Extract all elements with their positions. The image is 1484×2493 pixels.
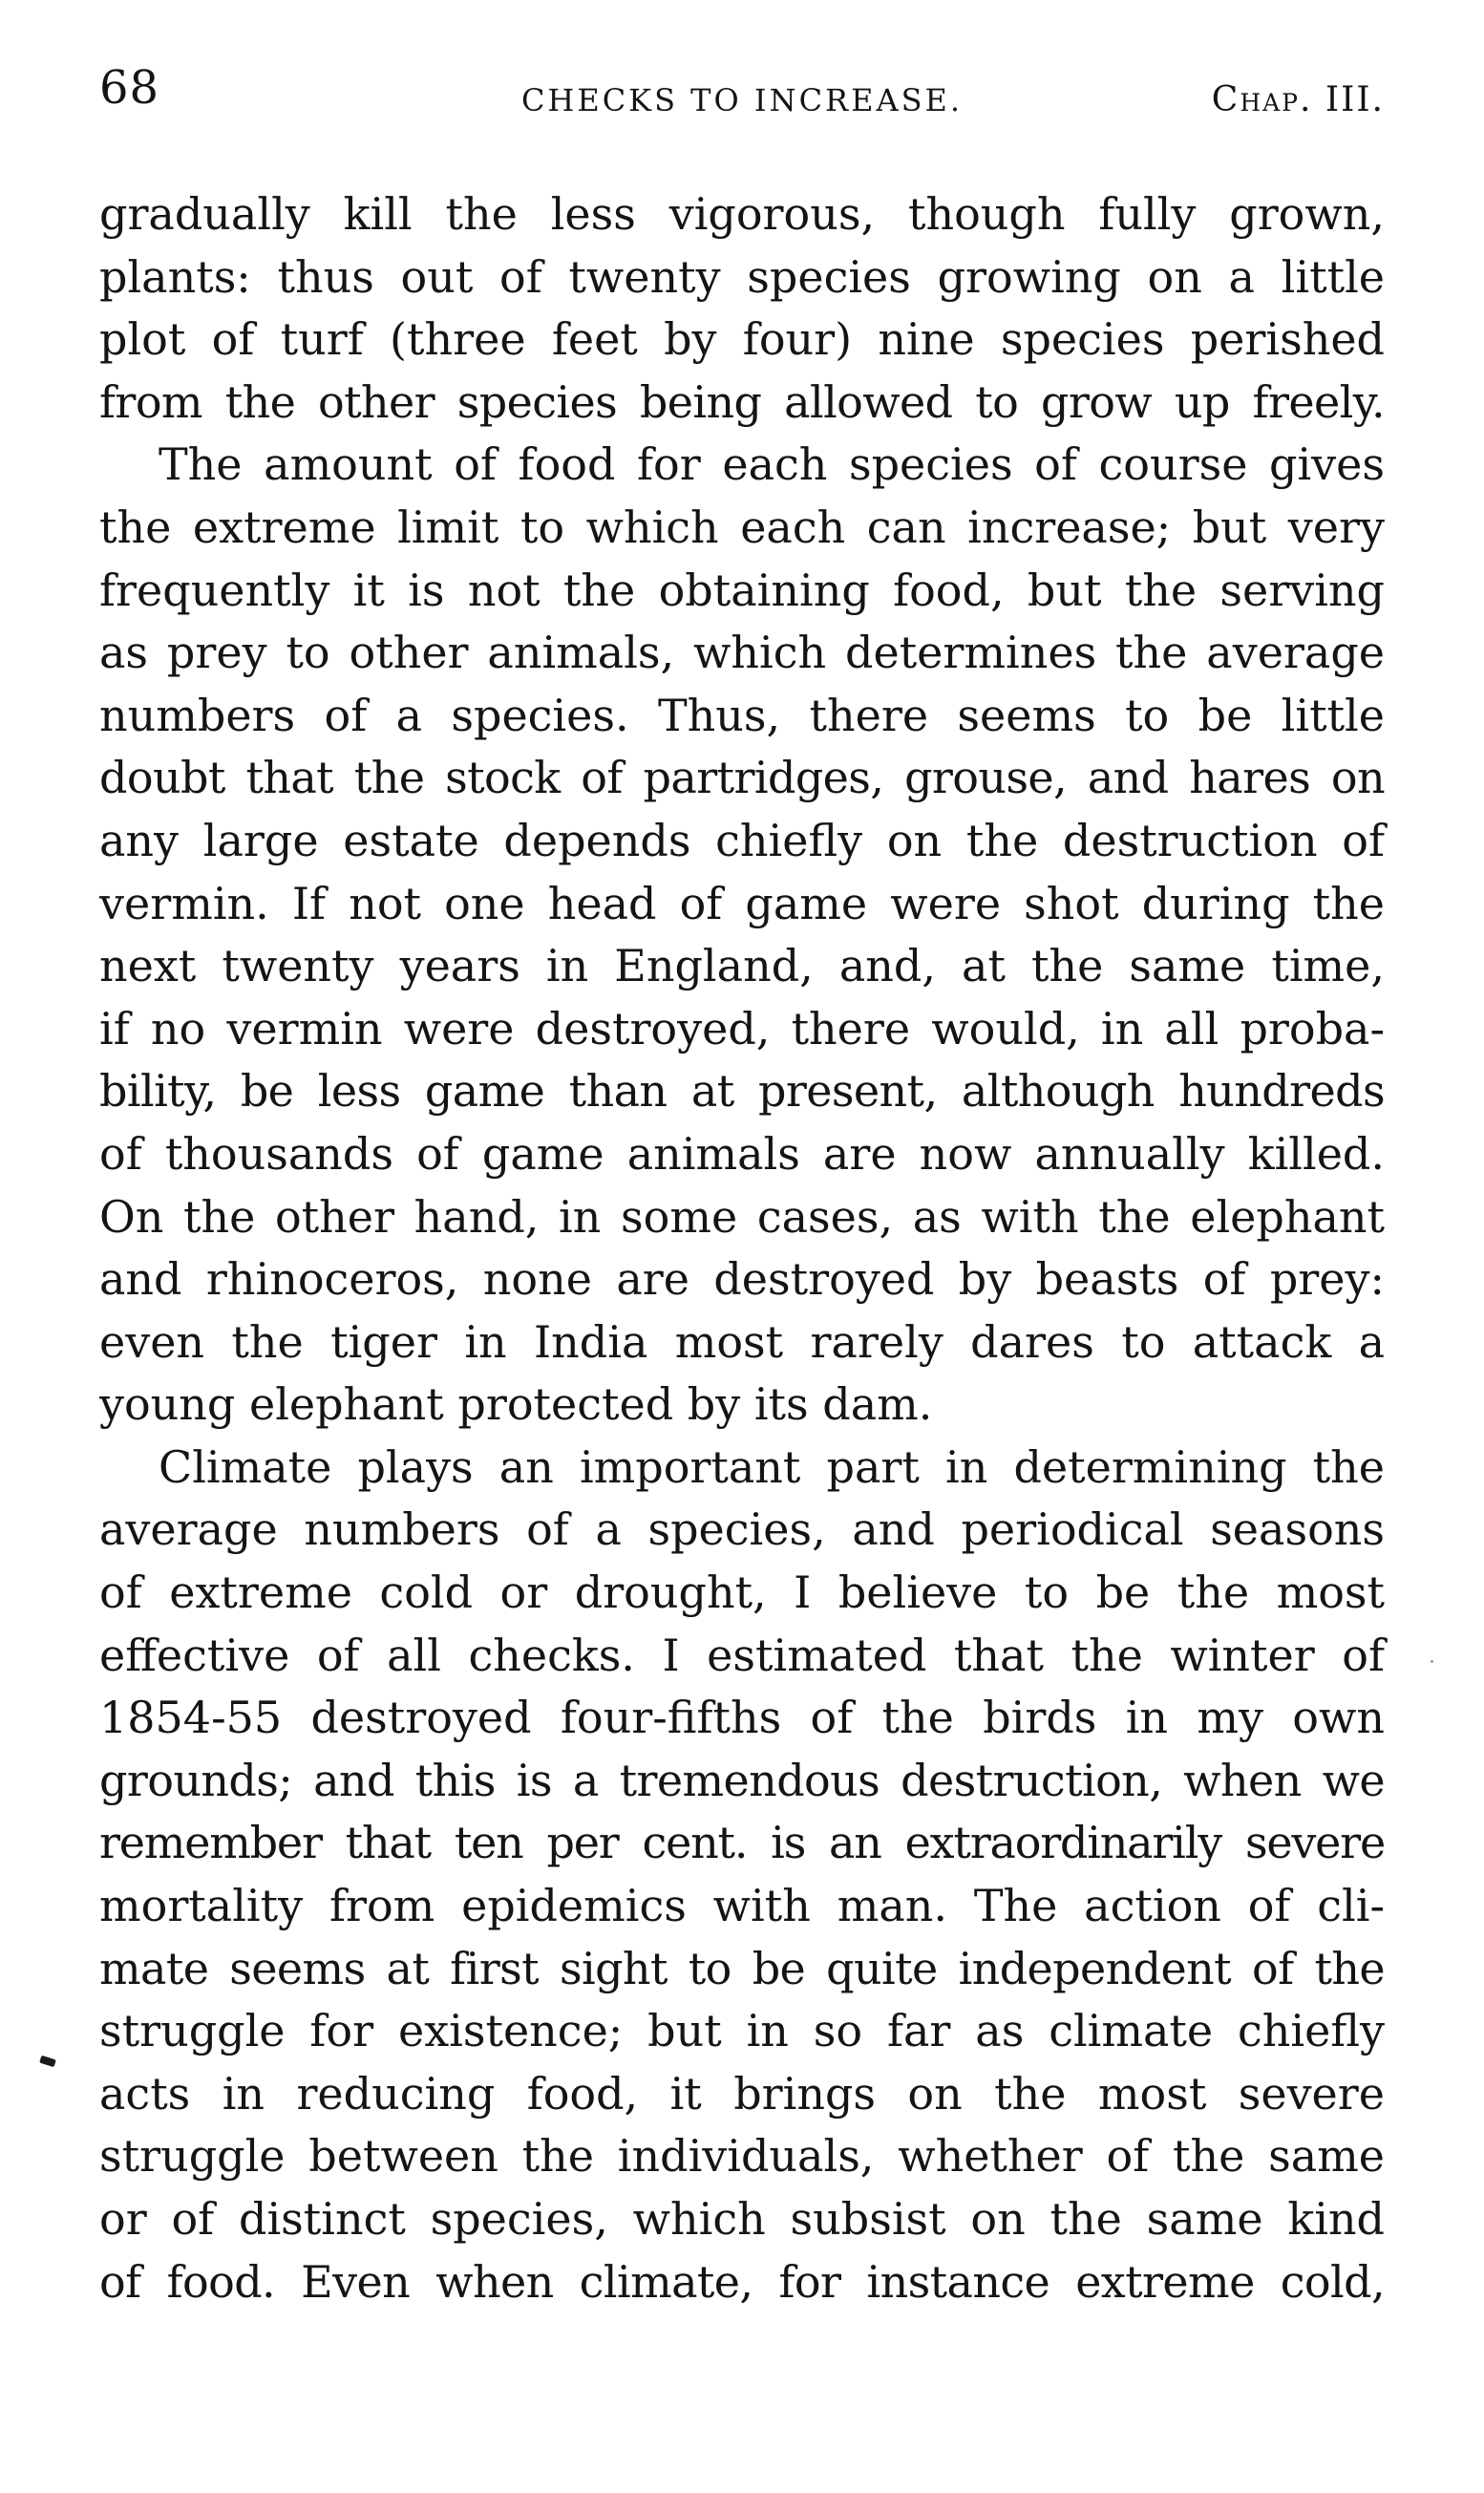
text-line: as prey to other animals, which determines the average (99, 627, 1385, 679)
page-number: 68 (99, 61, 160, 115)
paragraph-end-line: young elephant protected by its dam. (99, 1378, 933, 1431)
text-line: of extreme cold or drought, I believe to be the most (99, 1566, 1385, 1619)
running-header (99, 61, 1385, 128)
text-line: plot of turf (three feet by four) nine species perished (99, 313, 1385, 366)
paper-speck (1431, 1660, 1433, 1663)
text-line: gradually kill the less vigorous, though fully grown, (99, 188, 1385, 240)
text-line: any large estate depends chiefly on the destruction of (99, 814, 1385, 866)
text-line: On the other hand, in some cases, as with the elephant (99, 1190, 1385, 1243)
text-line: or of distinct species, which subsist on the same kind (99, 2193, 1385, 2245)
text-line: struggle between the individuals, whether of the same (99, 2130, 1385, 2183)
body-text (99, 183, 1385, 2313)
text-line: 1854-55 destroyed four-fifths of the birds in my own (99, 1692, 1385, 1744)
text-line: average numbers of a species, and periodical seasons (99, 1503, 1385, 1556)
text-line: of thousands of game animals are now annually killed. (99, 1127, 1385, 1180)
paragraph-start-line: The amount of food for each species of course gives (159, 438, 1385, 491)
text-line: grounds; and this is a tremendous destruction, when we (99, 1754, 1385, 1806)
margin-ink-mark (39, 2056, 56, 2068)
text-line: if no vermin were destroyed, there would, in all proba- (99, 1002, 1385, 1055)
text-line: effective of all checks. I estimated that the winter of (99, 1629, 1385, 1681)
text-line: mortality from epidemics with man. The action of cli- (99, 1880, 1385, 1932)
text-line: and rhinoceros, none are destroyed by beasts of prey: (99, 1253, 1385, 1306)
text-line: struggle for existence; but in so far as climate chiefly (99, 2005, 1385, 2057)
text-line: even the tiger in India most rarely dares to attack a (99, 1315, 1385, 1368)
text-line: frequently it is not the obtaining food, but the serving (99, 564, 1385, 616)
paragraph-start-line: Climate plays an important part in determining the (159, 1440, 1385, 1493)
text-line: doubt that the stock of partridges, grouse, and hares on (99, 752, 1385, 804)
text-line: of food. Even when climate, for instance extreme cold, (99, 2255, 1385, 2308)
text-line: bility, be less game than at present, although hundreds (99, 1065, 1385, 1118)
chapter-label: Chap. III. (1211, 80, 1385, 119)
text-line: remember that ten per cent. is an extraordinarily severe (99, 1817, 1385, 1869)
text-line: acts in reducing food, it brings on the most severe (99, 2067, 1385, 2120)
text-line: mate seems at first sight to be quite independent of the (99, 1942, 1385, 1994)
text-line: numbers of a species. Thus, there seems to be little (99, 689, 1385, 741)
text-line: from the other species being allowed to grow up freely. (99, 375, 1385, 428)
text-line: vermin. If not one head of game were shot during the (99, 877, 1385, 929)
text-line: plants: thus out of twenty species growing on a little (99, 250, 1385, 303)
text-line: next twenty years in England, and, at the same time, (99, 940, 1385, 992)
text-line: the extreme limit to which each can increase; but very (99, 501, 1385, 553)
running-title: CHECKS TO INCREASE. (520, 82, 964, 118)
